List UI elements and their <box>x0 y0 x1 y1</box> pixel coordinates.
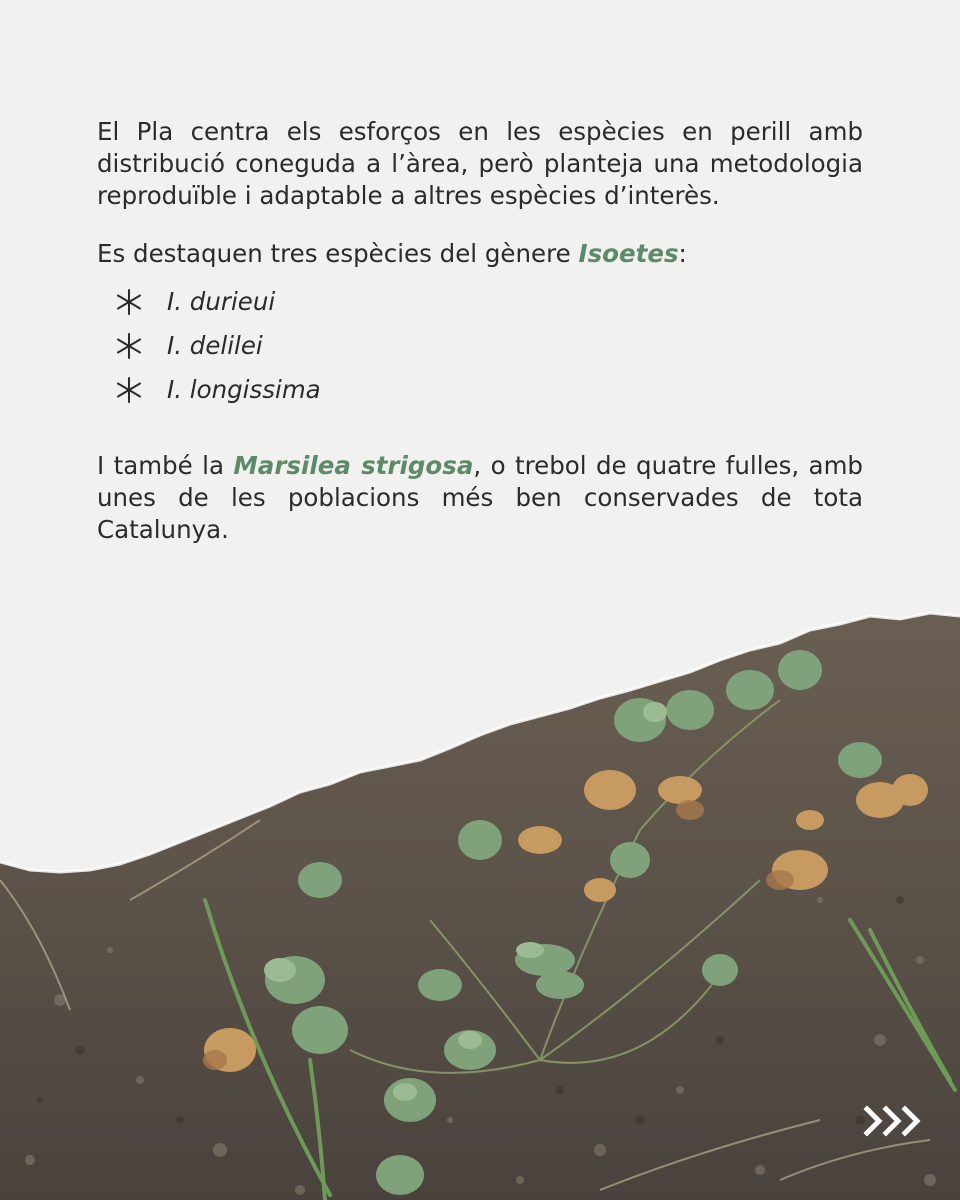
genus-paragraph <box>97 238 863 270</box>
asterisk-icon <box>115 376 143 404</box>
species-item <box>115 324 863 368</box>
species-name: I. longissima <box>167 375 321 404</box>
species-item <box>115 280 863 324</box>
genus-name: Isoetes <box>578 239 679 268</box>
marsilea-name: Marsilea strigosa <box>233 451 474 480</box>
genus-suffix: : <box>678 239 687 268</box>
species-item <box>115 368 863 412</box>
text-content <box>97 116 863 546</box>
marsilea-suffix: , o trebol de quatre fulles, amb unes de les poblacions més ben conservades de tota Catalunya. <box>97 451 863 544</box>
species-name: I. durieui <box>167 287 276 316</box>
genus-prefix: Es destaquen tres espècies del gènere <box>97 239 579 268</box>
asterisk-icon <box>115 288 143 316</box>
species-name: I. delilei <box>167 331 263 360</box>
marsilea-prefix: I també la <box>97 451 234 480</box>
marsilea-paragraph <box>97 450 863 546</box>
species-list <box>97 280 863 412</box>
next-arrows-icon[interactable] <box>862 1104 928 1138</box>
intro-paragraph: El Pla centra els esforços en les espècies en perill amb distribució coneguda a l’àrea, però planteja una metodologia reproduïble i adaptable a altres espècies d’interès. <box>97 117 863 210</box>
asterisk-icon <box>115 332 143 360</box>
